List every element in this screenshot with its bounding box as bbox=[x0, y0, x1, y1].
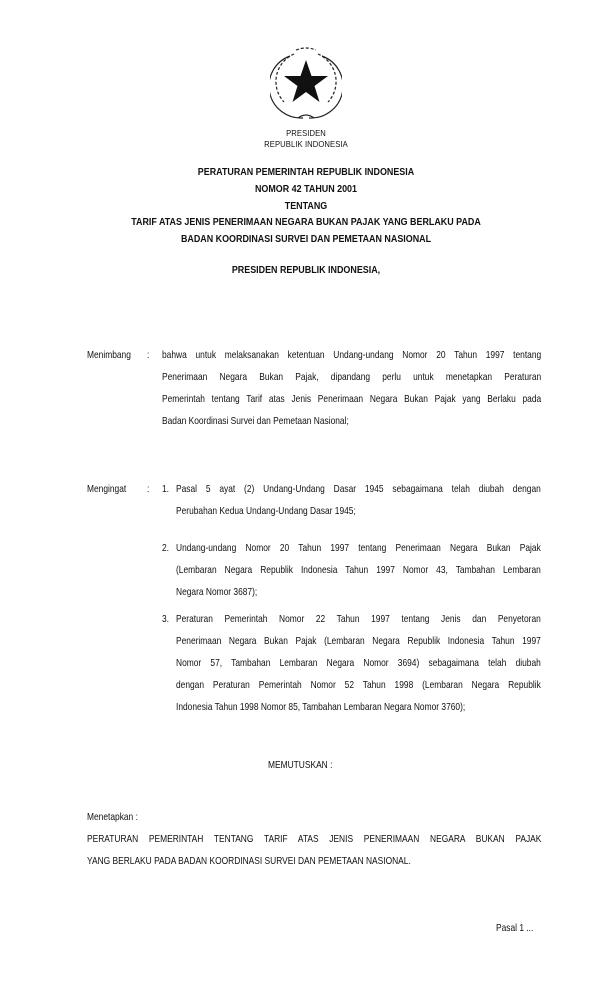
item-line: Perubahan Kedua Undang-Undang Dasar 1945; bbox=[176, 505, 356, 517]
title-subject: TARIF ATAS JENIS PENERIMAAN NEGARA BUKAN PAJAK YANG BERLAKU PADA bbox=[131, 216, 481, 228]
item-number: 3. bbox=[162, 613, 170, 625]
mengingat-colon: : bbox=[147, 483, 150, 495]
menimbang-line: bahwa untuk melaksanakan ketentuan Undang-undang Nomor 20 Tahun 1997 tentang bbox=[162, 349, 542, 361]
item-line: Peraturan Pemerintah Nomor 22 Tahun 1997 tentang Jenis dan Penyetoran bbox=[176, 613, 541, 625]
title-about: TENTANG bbox=[284, 200, 328, 212]
item-line: (Lembaran Negara Republik Indonesia Tahun 1997 Nomor 43, Tambahan Lembaran bbox=[176, 564, 541, 576]
menetapkan-label: Menetapkan : bbox=[87, 811, 138, 823]
letterhead-line1: PRESIDEN bbox=[286, 128, 326, 138]
item-line: Penerimaan Negara Bukan Pajak (Lembaran Negara Republik Indonesia Tahun 1997 bbox=[176, 635, 541, 647]
item-line: Pasal 5 ayat (2) Undang-Undang Dasar 1945 sebagaimana telah diubah dengan bbox=[176, 483, 541, 495]
menimbang-label: Menimbang bbox=[87, 349, 131, 361]
mengingat-label: Mengingat bbox=[87, 483, 127, 495]
item-line: Indonesia Tahun 1998 Nomor 85, Tambahan Lembaran Negara Nomor 3760); bbox=[176, 701, 466, 713]
menetapkan-line: PERATURAN PEMERINTAH TENTANG TARIF ATAS JENIS PENERIMAAN NEGARA BUKAN PAJAK bbox=[87, 833, 542, 845]
item-number: 2. bbox=[162, 542, 170, 554]
menimbang-line: Penerimaan Negara Bukan Pajak, dipandang perlu untuk menetapkan Peraturan bbox=[162, 371, 542, 383]
item-line: dengan Peraturan Pemerintah Nomor 52 Tahun 1998 (Lembaran Negara Republik bbox=[176, 679, 541, 691]
title-subject-2: BADAN KOORDINASI SURVEI DAN PEMETAAN NASIONAL bbox=[180, 233, 432, 245]
menimbang-line: Pemerintah tentang Tarif atas Jenis Penerimaan Negara Bukan Pajak yang Berlaku pada bbox=[162, 393, 542, 405]
garuda-star-wreath-emblem-icon bbox=[270, 46, 342, 124]
title-line: PERATURAN PEMERINTAH REPUBLIK INDONESIA bbox=[197, 166, 415, 178]
menetapkan-line: YANG BERLAKU PADA BADAN KOORDINASI SURVEI DAN PEMETAAN NASIONAL. bbox=[87, 855, 411, 867]
item-line: Nomor 57, Tambahan Lembaran Negara Nomor 3694) sebagaimana telah diubah bbox=[176, 657, 541, 669]
next-page-indicator: Pasal 1 ... bbox=[496, 922, 534, 934]
item-line: Undang-undang Nomor 20 Tahun 1997 tentang Penerimaan Negara Bukan Pajak bbox=[176, 542, 541, 554]
letterhead-line2: REPUBLIK INDONESIA bbox=[264, 139, 348, 149]
menimbang-line: Badan Koordinasi Survei dan Pemetaan Nasional; bbox=[162, 415, 349, 427]
item-line: Negara Nomor 3687); bbox=[176, 586, 258, 598]
memutuskan-heading: MEMUTUSKAN : bbox=[268, 759, 333, 771]
issuer: PRESIDEN REPUBLIK INDONESIA, bbox=[231, 264, 381, 276]
menimbang-colon: : bbox=[147, 349, 150, 361]
item-number: 1. bbox=[162, 483, 170, 495]
title-number: NOMOR 42 TAHUN 2001 bbox=[254, 183, 357, 195]
